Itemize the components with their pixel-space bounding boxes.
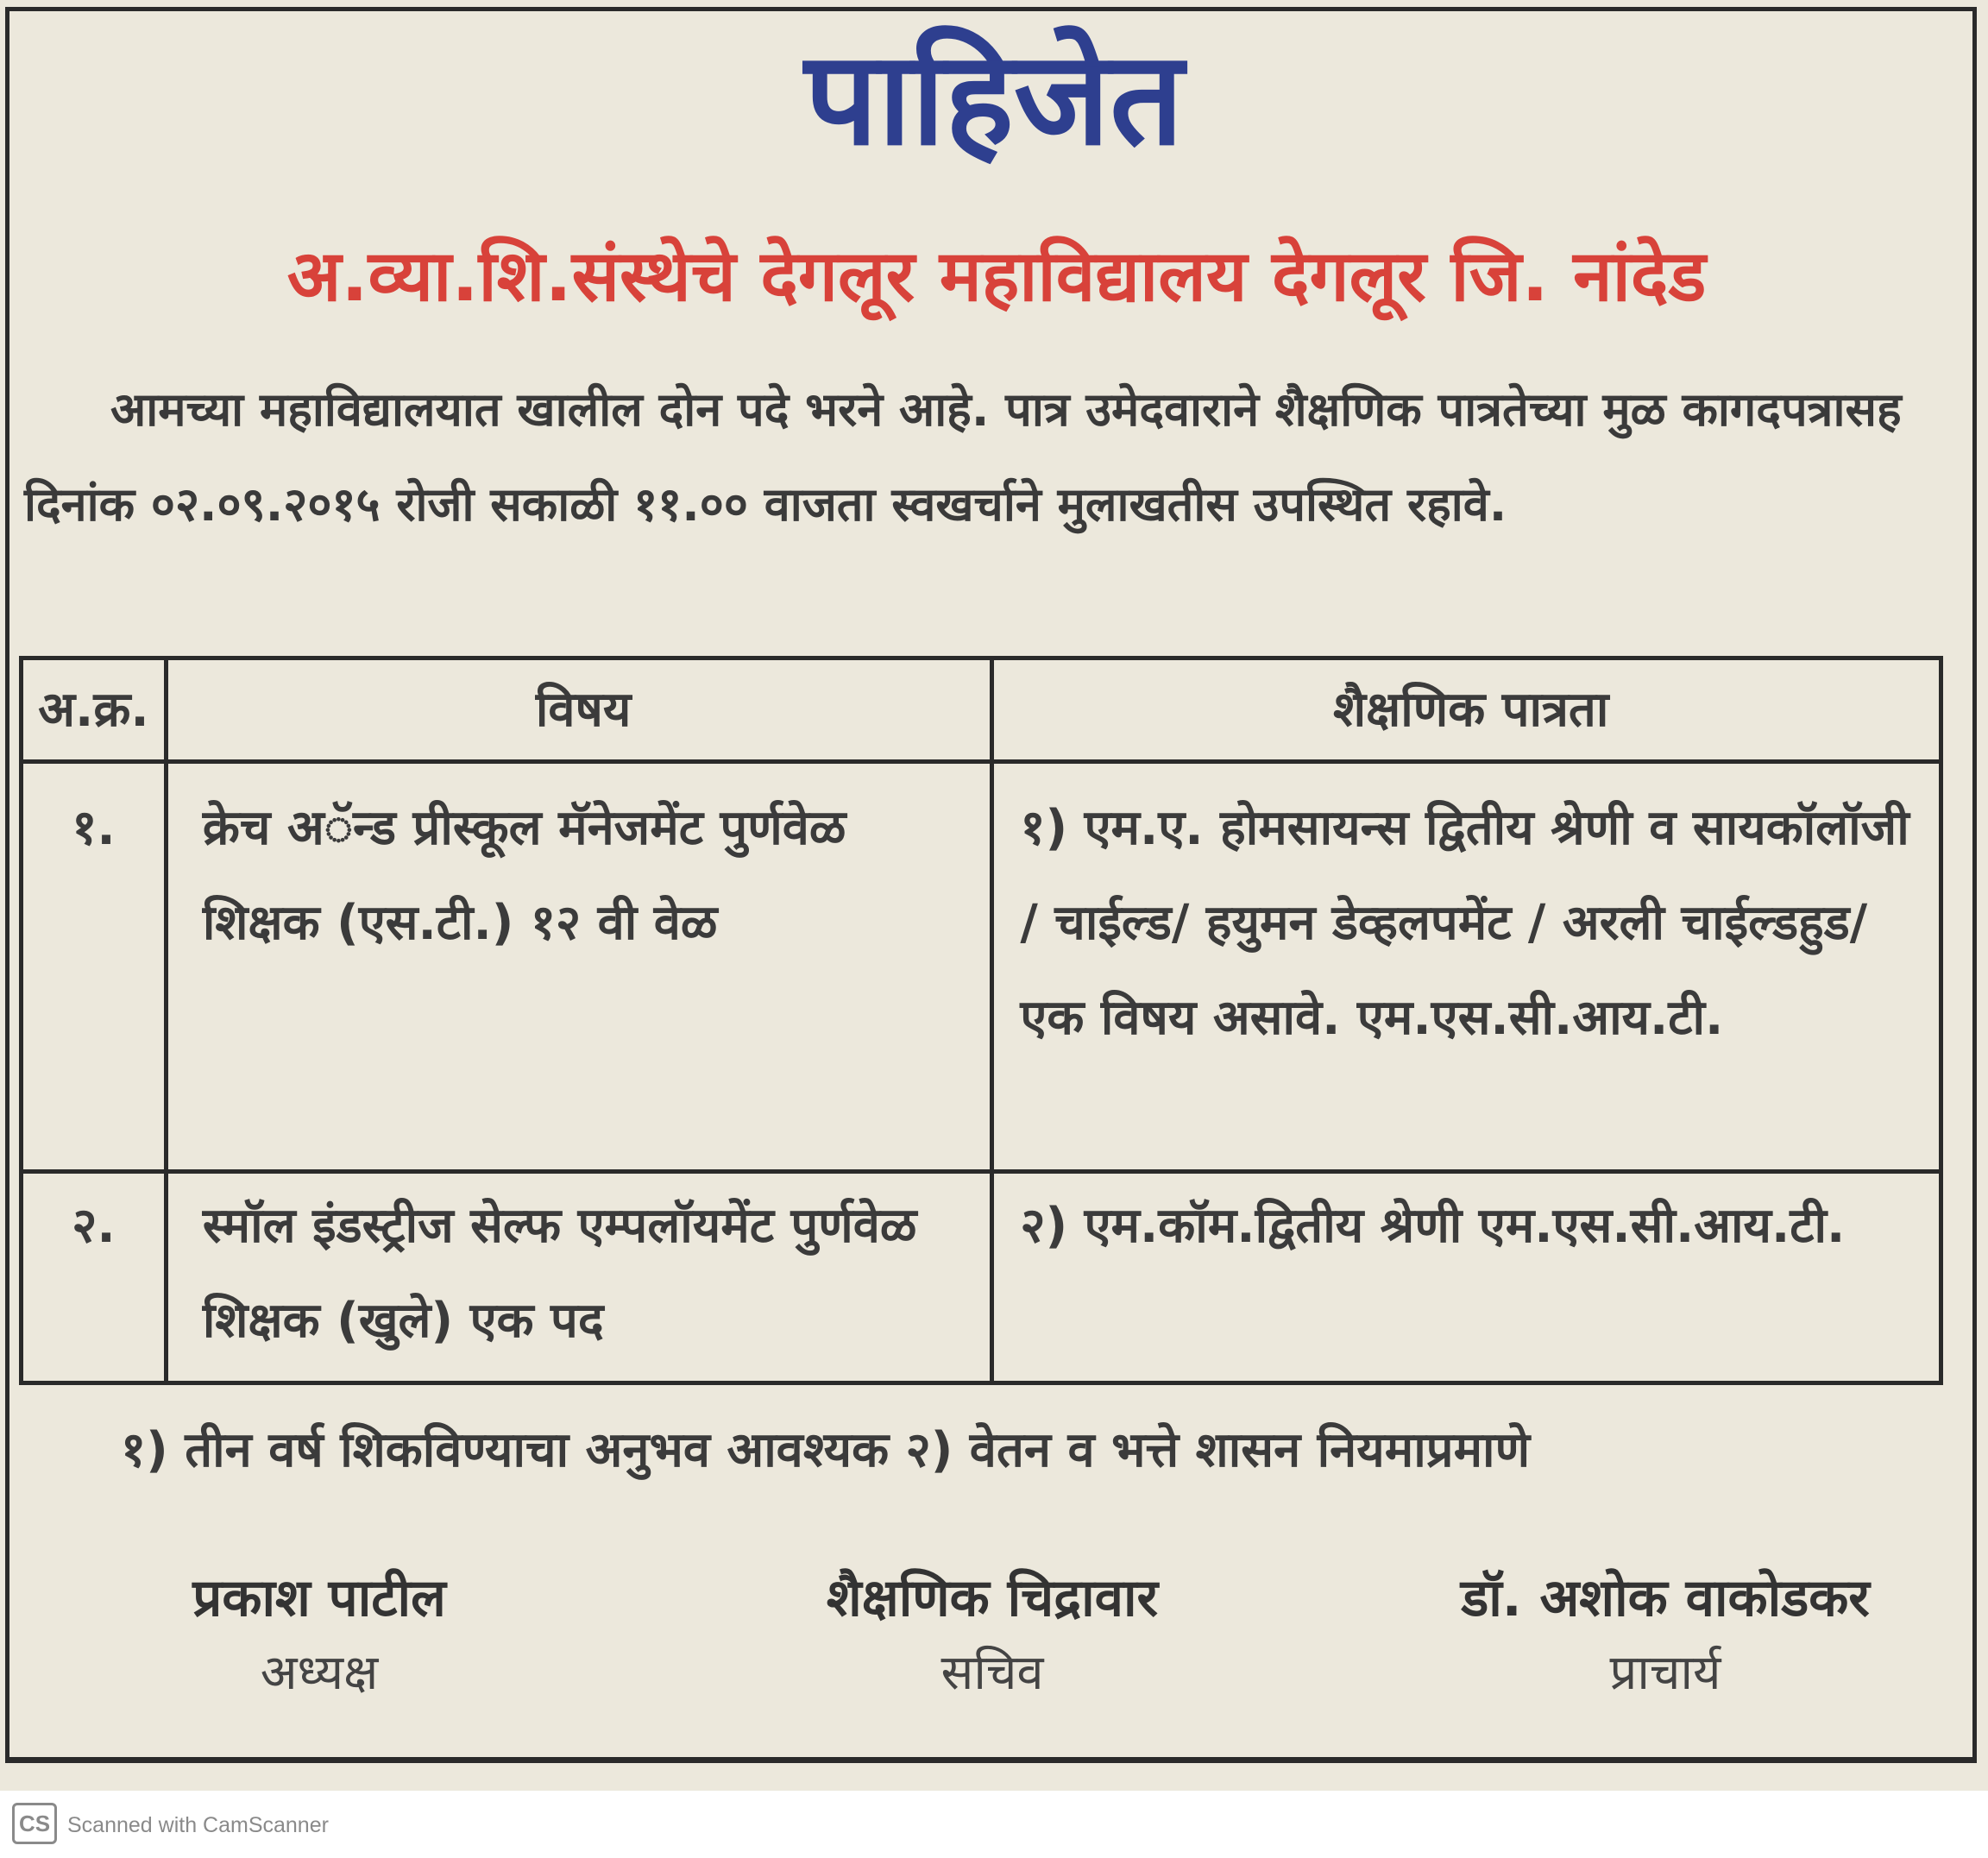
posts-table	[19, 656, 1943, 1385]
header-serial: अ.क्र.	[22, 658, 167, 762]
signatory-title: अध्यक्ष	[260, 1645, 379, 1701]
notes-line: १) तीन वर्ष शिकविण्याचा अनुभव आवश्यक २) वेतन व भत्ते शासन नियमाप्रमाणे	[121, 1422, 1531, 1478]
signatory-name: डॉ. अशोक वाकोडकर	[1461, 1568, 1870, 1628]
scanner-footer	[0, 1791, 1988, 1858]
signatory-title: सचिव	[941, 1645, 1044, 1701]
row-subject: क्रेच अॅन्ड प्रीस्कूल मॅनेजमेंट पुर्णवेळ शिक्षक (एस.टी.) १२ वी वेळ	[166, 762, 991, 1172]
row-subject: स्मॉल इंडस्ट्रीज सेल्फ एम्पलॉयमेंट पुर्णवेळ शिक्षक (खुले) एक पद	[166, 1172, 991, 1383]
row-serial: २.	[22, 1172, 167, 1383]
signatory-secretary	[725, 1562, 1260, 1712]
camscanner-logo-icon: CS	[12, 1803, 57, 1844]
intro-paragraph: आमच्या महाविद्यालयात खालील दोन पदे भरने आहे. पात्र उमेदवाराने शैक्षणिक पात्रतेच्या मुळ कागदपत्रासह दिनांक ०२.०९.२०१५ रोजी सकाळी ११.०० वाजता स्वखर्चाने मुलाखतीस उपस्थित रहावे.	[24, 382, 1902, 532]
header-qualification: शैक्षणिक पात्रता	[992, 658, 1941, 762]
table-header-row	[22, 658, 1941, 762]
signatory-principal	[1398, 1562, 1933, 1712]
row-qualification: १) एम.ए. होमसायन्स द्वितीय श्रेणी व सायकॉलॉजी / चाईल्ड/ हयुमन डेव्हलपमेंट / अरली चाईल्डहुड/ एक विषय असावे. एम.एस.सी.आय.टी.	[992, 762, 1941, 1172]
institution-name: अ.व्या.शि.संस्थेचे देगलूर महाविद्यालय देगलूर जि. नांदेड	[286, 236, 1707, 318]
notice-heading: पाहिजेत	[804, 24, 1184, 174]
signatory-title: प्राचार्य	[1609, 1645, 1721, 1701]
signatory-president	[52, 1562, 587, 1712]
signatory-name: प्रकाश पाटील	[192, 1568, 446, 1628]
table-row	[22, 762, 1941, 1172]
header-subject: विषय	[166, 658, 991, 762]
table-row	[22, 1172, 1941, 1383]
row-qualification: २) एम.कॉम.द्वितीय श्रेणी एम.एस.सी.आय.टी.	[992, 1172, 1941, 1383]
signatory-name: शैक्षणिक चिद्रावार	[826, 1568, 1159, 1628]
row-serial: १.	[22, 762, 167, 1172]
scanner-watermark-text: Scanned with CamScanner	[67, 1813, 329, 1837]
